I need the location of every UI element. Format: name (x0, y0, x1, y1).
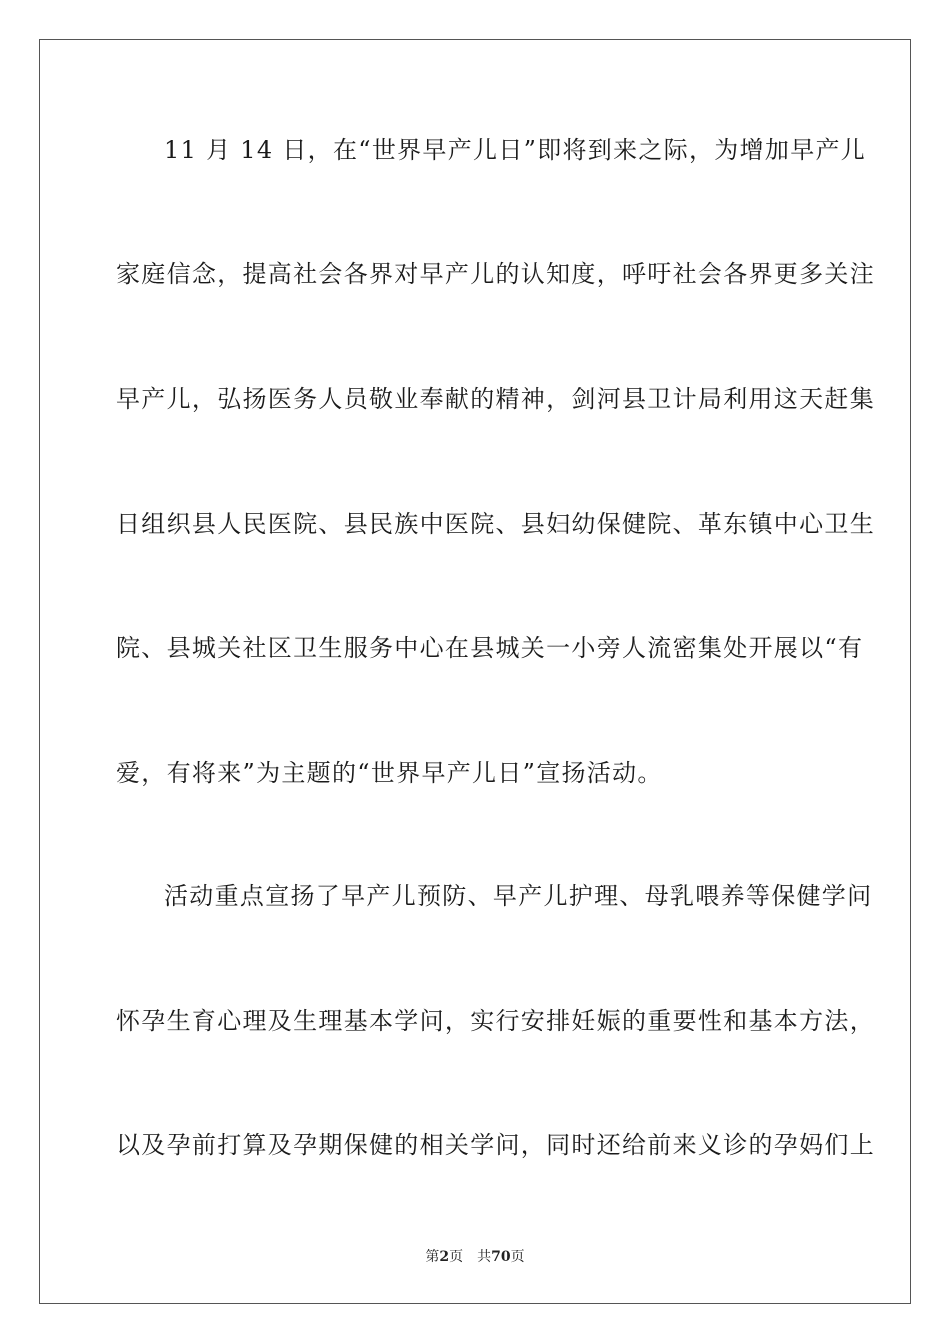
footer-total-prefix: 共 (477, 1249, 492, 1265)
footer-prefix: 第 (425, 1249, 440, 1265)
paragraph-1-line-5: 院、县城关社区卫生服务中心在县城关一小旁人流密集处开展以“有 (116, 634, 864, 662)
paragraph-1-line-2: 家庭信念，提高社会各界对早产儿的认知度，呼吁社会各界更多关注 (116, 260, 875, 288)
paragraph-2-line-2: 怀孕生育心理及生理基本学问，实行安排妊娠的重要性和基本方法， (116, 1007, 875, 1035)
footer-total-pages: 70 (491, 1249, 511, 1265)
paragraph-2-line-1: 活动重点宣扬了早产儿预防、早产儿护理、母乳喂养等保健学问 (164, 882, 873, 910)
footer-page-number: 2 (439, 1249, 450, 1265)
paragraph-1-line-4: 日组织县人民医院、县民族中医院、县妇幼保健院、革东镇中心卫生 (116, 510, 875, 538)
paragraph-1-line-6: 爱，有将来”为主题的“世界早产儿日”宣扬活动。 (116, 759, 663, 787)
footer-total-unit: 页 (510, 1249, 525, 1265)
page-border (39, 39, 911, 1304)
paragraph-2-line-3: 以及孕前打算及孕期保健的相关学问，同时还给前来义诊的孕妈们上 (116, 1131, 875, 1159)
footer-page-unit: 页 (449, 1249, 464, 1265)
paragraph-1-line-3: 早产儿，弘扬医务人员敬业奉献的精神，剑河县卫计局利用这天赶集 (116, 385, 875, 413)
page-footer (0, 1247, 950, 1267)
paragraph-1-line-1: 11 月 14 日，在“世界早产儿日”即将到来之际，为增加早产儿 (164, 136, 867, 164)
